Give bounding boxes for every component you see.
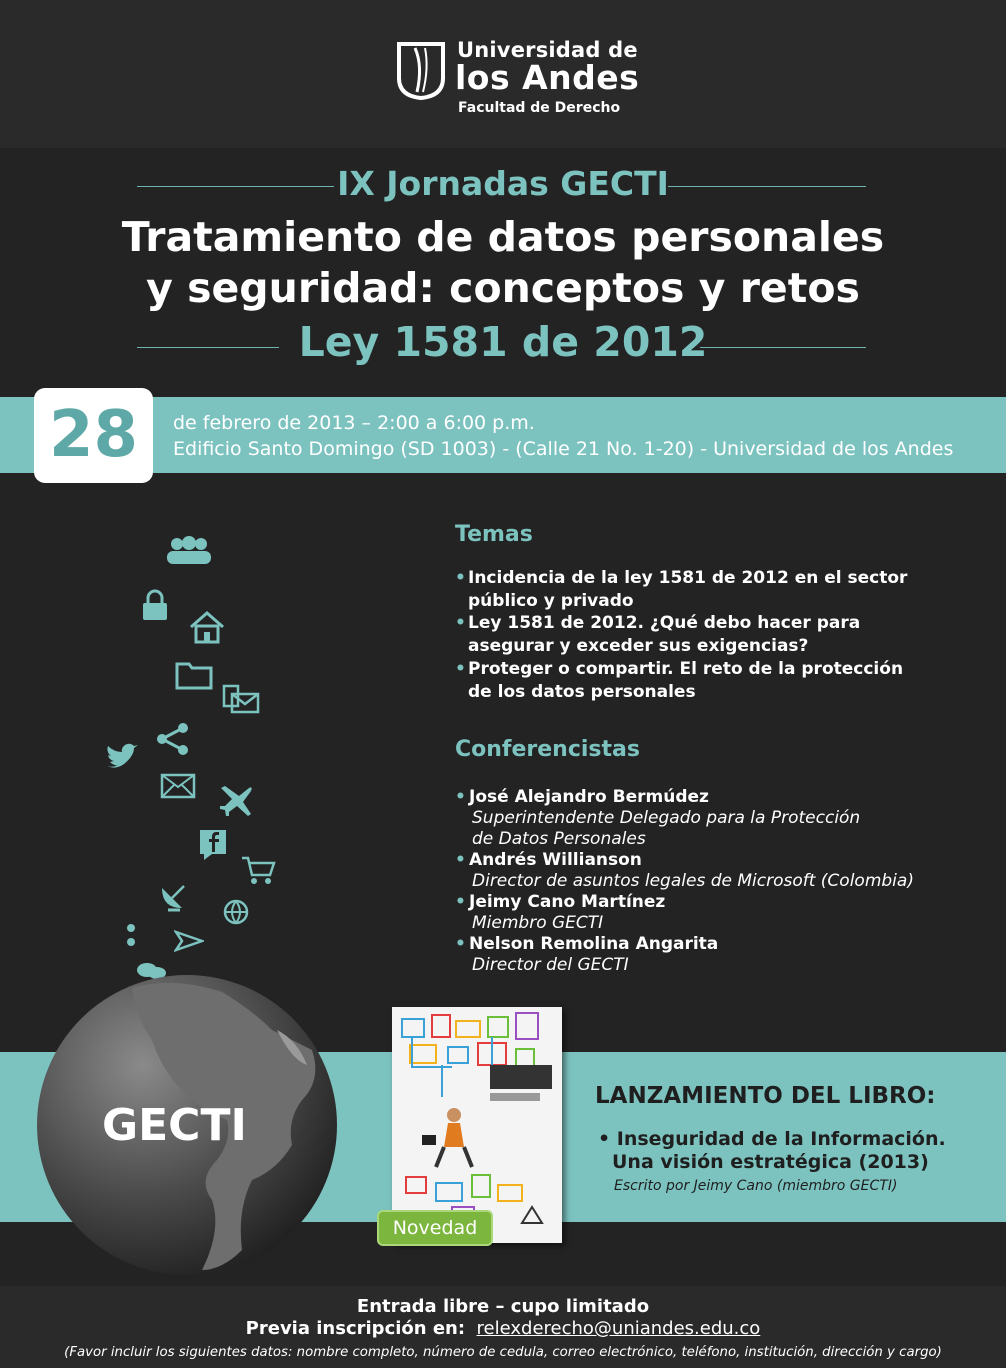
footer-registration <box>0 1318 1006 1339</box>
event-law: Ley 1581 de 2012 <box>298 318 708 366</box>
topic-line: de los datos personales <box>468 681 696 702</box>
book-title <box>598 1128 946 1174</box>
lock-icon <box>140 588 170 622</box>
bullet-icon: • <box>455 658 466 679</box>
venue-text: Edificio Santo Domingo (SD 1003) - (Calle 21 No. 1-20) - Universidad de los Andes <box>173 438 954 460</box>
speaker-name-text: José Alejandro Bermúdez <box>469 787 709 807</box>
book-cover <box>392 1007 562 1243</box>
book-cover-art <box>392 1007 562 1243</box>
speaker-role: de Datos Personales <box>472 829 646 849</box>
book-title-text: Inseguridad de la Información. <box>616 1128 946 1150</box>
logo-text-line2: los Andes <box>455 58 640 97</box>
speaker-name <box>455 787 914 808</box>
speaker-name <box>455 934 914 955</box>
mail-folder-icon <box>222 682 260 714</box>
event-title-line2: y seguridad: conceptos y retos <box>146 264 860 312</box>
airplane-icon <box>217 782 255 818</box>
event-title-line1: Tratamiento de datos personales <box>121 213 885 261</box>
bullet-icon: • <box>455 892 466 912</box>
speaker-name <box>455 892 914 913</box>
university-logo-icon <box>393 38 449 100</box>
topic-line: Ley 1581 de 2012. ¿Qué debo hacer para <box>468 613 861 634</box>
speakers-title: Conferencistas <box>455 737 640 762</box>
bullet-icon: • <box>455 850 466 870</box>
book-title-line2: Una visión estratégica (2013) <box>612 1151 929 1173</box>
facebook-icon <box>198 828 228 862</box>
send-icon <box>174 930 204 952</box>
speaker-name-text: Andrés Willianson <box>469 850 642 870</box>
date-time-text: de febrero de 2013 – 2:00 a 6:00 p.m. <box>173 412 535 434</box>
footer-entry-note: Entrada libre – cupo limitado <box>356 1296 650 1317</box>
date-day-box: 28 <box>34 388 153 483</box>
dots-icon <box>124 923 138 949</box>
speaker-role: Superintendente Delegado para la Protección <box>472 808 861 828</box>
bullet-icon: • <box>455 787 466 807</box>
twitter-icon <box>104 742 140 774</box>
share-icon <box>155 722 191 756</box>
speaker-name-text: Nelson Remolina Angarita <box>469 934 719 954</box>
event-title <box>0 212 1006 314</box>
satellite-dish-icon <box>158 882 188 914</box>
novedad-badge: Novedad <box>377 1210 493 1246</box>
topics-title: Temas <box>455 522 533 547</box>
topic-line: Incidencia de la ley 1581 de 2012 en el sector <box>468 568 908 588</box>
speaker-name <box>455 850 914 871</box>
logo-text-faculty: Facultad de Derecho <box>458 100 621 116</box>
book-author-note: Escrito por Jeimy Cano (miembro GECTI) <box>614 1178 898 1194</box>
book-launch-title: LANZAMIENTO DEL LIBRO: <box>595 1083 936 1109</box>
registration-email-link[interactable]: relexderecho@uniandes.edu.co <box>476 1318 761 1339</box>
topics-list <box>455 567 907 703</box>
users-icon <box>165 535 213 567</box>
speaker-role: Director del GECTI <box>472 955 629 975</box>
bullet-icon: • <box>455 934 466 954</box>
topic-line: Proteger o compartir. El reto de la protección <box>468 658 904 679</box>
topic-item <box>455 658 907 703</box>
topic-line: público y privado <box>468 590 634 611</box>
envelope-icon <box>160 773 196 799</box>
topic-item <box>455 612 907 657</box>
topic-line: asegurar y exceder sus exigencias? <box>468 636 809 657</box>
event-edition: IX Jornadas GECTI <box>337 164 669 203</box>
folder-icon <box>175 660 213 690</box>
globe-label: GECTI <box>102 1100 247 1151</box>
globe-network-icon <box>222 898 250 926</box>
book-title-line1: • Inseguridad de la Información. <box>598 1128 946 1150</box>
speakers-list <box>455 787 914 976</box>
bullet-icon: • <box>455 568 466 588</box>
bullet-icon: • <box>455 613 466 634</box>
registration-label: Previa inscripción en: <box>245 1318 466 1339</box>
speaker-role: Director de asuntos legales de Microsoft (Colombia) <box>472 871 914 891</box>
speaker-name-text: Jeimy Cano Martínez <box>469 892 666 912</box>
shopping-cart-icon <box>240 855 276 885</box>
logo-text-line1: Universidad de <box>457 38 638 62</box>
home-icon <box>188 610 226 644</box>
speaker-role: Miembro GECTI <box>472 913 604 933</box>
footer-required-data: (Favor incluir los siguientes datos: nombre completo, número de cedula, correo electrónico, teléfono, institución, dirección y cargo) <box>64 1345 942 1360</box>
topic-item <box>455 567 907 612</box>
